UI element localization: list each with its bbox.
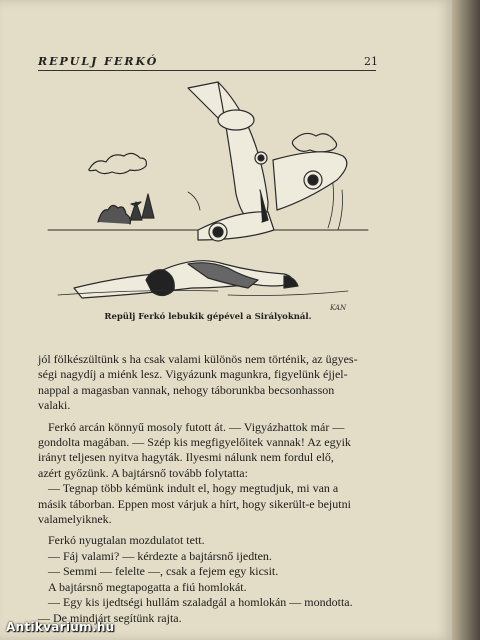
illustration-caption: Repülj Ferkó lebukik gépével a Sirályoknál. — [104, 312, 312, 322]
text-line: — Egy kis ijedtségi hullám szaladgál a homlokán — mondotta. — [48, 595, 353, 610]
text-line: — Semmi — felelte —, csak a fejem egy kicsit. — [48, 564, 279, 579]
running-head-title: REPULJ FERKÓ — [38, 55, 159, 68]
body-text — [38, 352, 378, 626]
header-rule — [38, 70, 376, 71]
text-line: Ferkó nyugtalan mozdulatot tett. — [48, 533, 205, 548]
text-line: irányt teljesen nyitva hagyták. Ilyesmi nálunk nem fordul elő, — [38, 450, 334, 465]
text-line: Ferkó arcán könnyű mosoly futott át. — Vigyázhattok már — — [48, 419, 345, 434]
page-number: 21 — [364, 55, 378, 68]
text-line: jól fölkészültünk s ha csak valami különös nem történik, az ügyes- — [38, 352, 358, 366]
cloud-left — [89, 153, 147, 173]
text-line: — Fáj valami? — kérdezte a bajtársnő ijedten. — [48, 548, 272, 563]
text-line: — De mindjárt segítünk rajta. — [38, 610, 182, 625]
cloud-right — [292, 133, 336, 152]
text-line: valamelyiknek. — [38, 512, 112, 527]
text-line: A bajtársnő megtapogatta a fiú homlokát. — [48, 579, 247, 594]
text-line: — Tegnap több kémünk indult el, hogy megtudjuk, mi van a — [48, 481, 339, 496]
illustration-crashed-plane — [38, 80, 378, 325]
watermark-logo: Antikvarium.hu — [6, 620, 115, 634]
illustration-signature: KAN — [330, 304, 347, 312]
text-line: másik táborban. Eppen most várjuk a hírt, hogy sikerült-e bejutni — [38, 496, 351, 511]
text-line: nappal a magasban vannak, nehogy táborunkba becsonhasson — [38, 382, 335, 397]
page-edge-shadow — [452, 0, 480, 640]
text-line: azért győzünk. A bajtársnő tovább folytatta: — [38, 465, 248, 480]
text-line: valaki. — [38, 398, 71, 413]
text-line: gondolta magában. — Szép kis megfigyelőitek vannak! Az egyik — [38, 435, 351, 450]
text-line: ségi nagydíj a miénk lesz. Vigyázunk magunkra, figyelünk éjjel- — [38, 367, 348, 382]
